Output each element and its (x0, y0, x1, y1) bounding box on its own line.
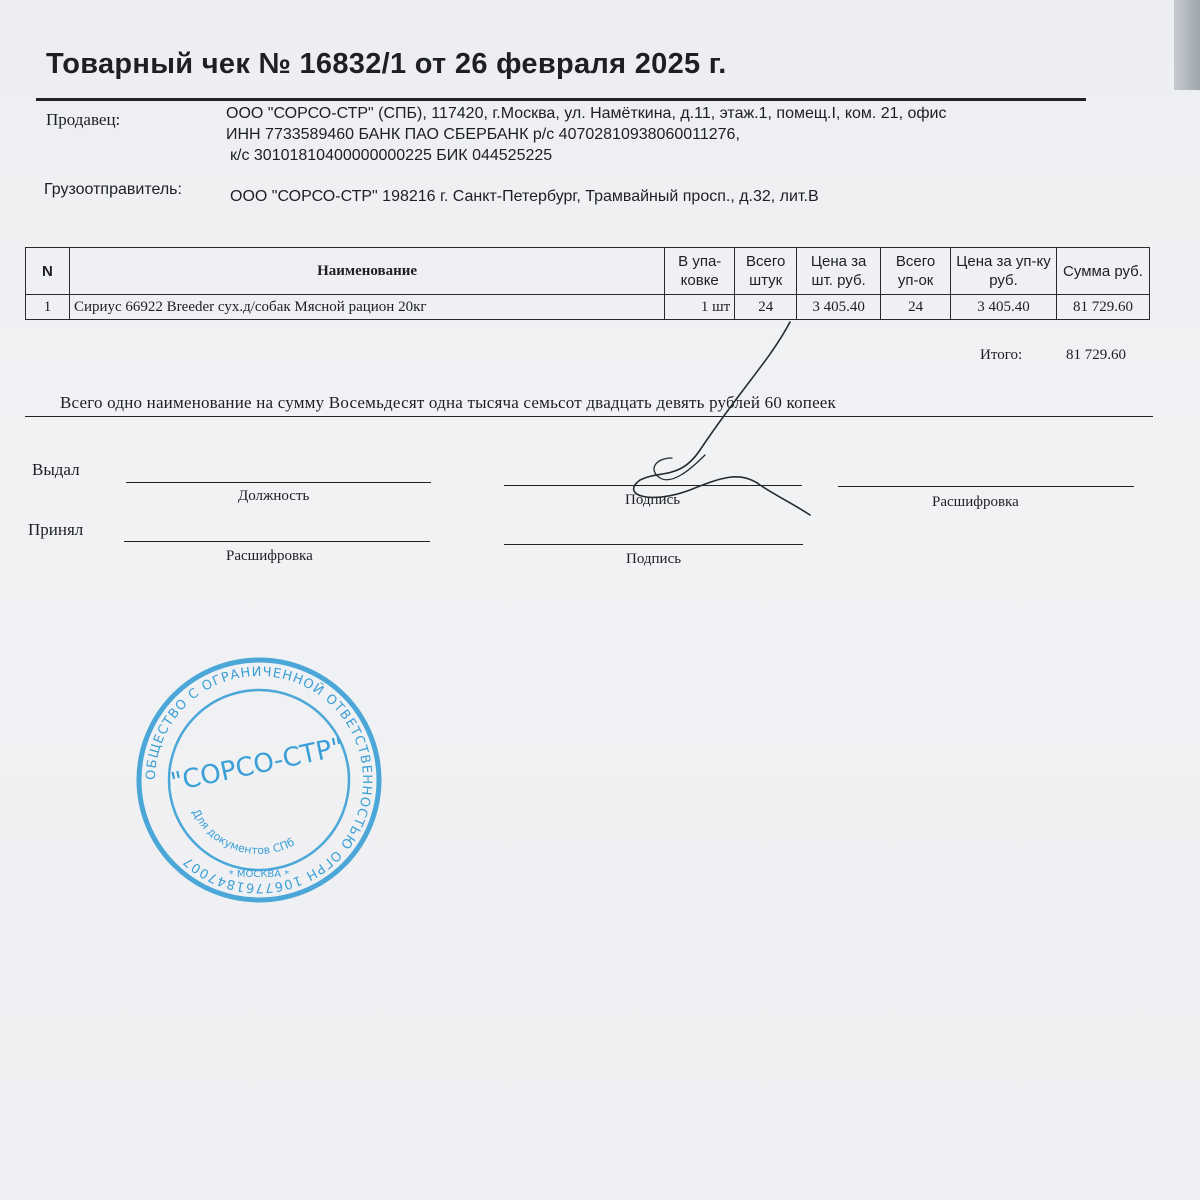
header-price-per-package: Цена за уп-ку руб. (951, 248, 1057, 295)
svg-text:Для документов СПб (189, 807, 297, 857)
header-total-pieces: Всего штук (735, 248, 797, 295)
header-total-packages: Всего уп-ок (881, 248, 951, 295)
cell-total-pieces: 24 (735, 295, 797, 320)
cell-price-per-piece: 3 405.40 (797, 295, 881, 320)
header-name: Наименование (69, 248, 664, 295)
paper-edge-shadow (1174, 0, 1200, 90)
issued-signature-line (504, 485, 802, 486)
total-label: Итого: (980, 347, 1023, 363)
table-row (26, 295, 1150, 320)
total-in-words-rule (25, 416, 1153, 417)
total-in-words: Всего одно наименование на сумму Восемьдесят одна тысяча семьсот двадцать девять рублей 60 копеек (60, 393, 837, 412)
seller-line-2: ИНН 7733589460 БАНК ПАО СБЕРБАНК р/с 40702810938060011276, (226, 126, 740, 143)
cell-name: Сириус 66922 Breeder сух.д/собак Мясной рацион 20кг (69, 295, 664, 320)
seller-line-3: к/с 30101810400000000225 БИК 044525225 (230, 147, 553, 164)
received-decoding-line (124, 541, 430, 542)
issued-signature-caption: Подпись (625, 492, 681, 508)
cell-price-per-package: 3 405.40 (951, 295, 1057, 320)
company-stamp (134, 655, 384, 905)
table-header-row (26, 248, 1150, 295)
title-underline (36, 98, 1086, 101)
total-value: 81 729.60 (1066, 347, 1126, 363)
received-signature-line (504, 544, 803, 545)
header-in-package: В упа-ковке (665, 248, 735, 295)
cell-in-package: 1 шт (665, 295, 735, 320)
issued-decoding-line (838, 486, 1134, 487)
issued-decoding-caption: Расшифровка (932, 494, 1019, 510)
shipper-label: Грузоотправитель: (44, 181, 182, 198)
stamp-center-text: "СОРСО-СТР" (168, 732, 347, 799)
stamp-city: * МОСКВА * (228, 869, 290, 880)
received-signature-caption: Подпись (626, 551, 682, 567)
stamp-outer-text: ОБЩЕСТВО С ОГРАНИЧЕННОЙ ОТВЕТСТВЕННОСТЬЮ ОГРН 1067761847007 (143, 664, 375, 896)
issued-position-caption: Должность (238, 488, 310, 504)
header-sum: Сумма руб. (1056, 248, 1149, 295)
received-decoding-caption: Расшифровка (226, 548, 313, 564)
seller-label: Продавец: (46, 110, 121, 129)
seller-line-1: ООО "СОРСО-СТР" (СПБ), 117420, г.Москва, ул. Намёткина, д.11, этаж.1, помещ.I, ком. 21, офис (226, 105, 947, 122)
header-n: N (26, 248, 70, 295)
receipt-title: Товарный чек № 16832/1 от 26 февраля 2025 г. (46, 48, 727, 80)
cell-sum: 81 729.60 (1056, 295, 1149, 320)
header-price-per-piece: Цена за шт. руб. (797, 248, 881, 295)
cell-total-packages: 24 (881, 295, 951, 320)
cell-n: 1 (26, 295, 70, 320)
shipper-value: ООО "СОРСО-СТР" 198216 г. Санкт-Петербург, Трамвайный просп., д.32, лит.В (230, 188, 819, 205)
goods-table (25, 247, 1150, 320)
received-label: Принял (28, 520, 84, 539)
stamp-inner-text: Для документов СПб (189, 806, 297, 858)
issued-label: Выдал (32, 460, 80, 479)
issued-position-line (126, 482, 431, 483)
